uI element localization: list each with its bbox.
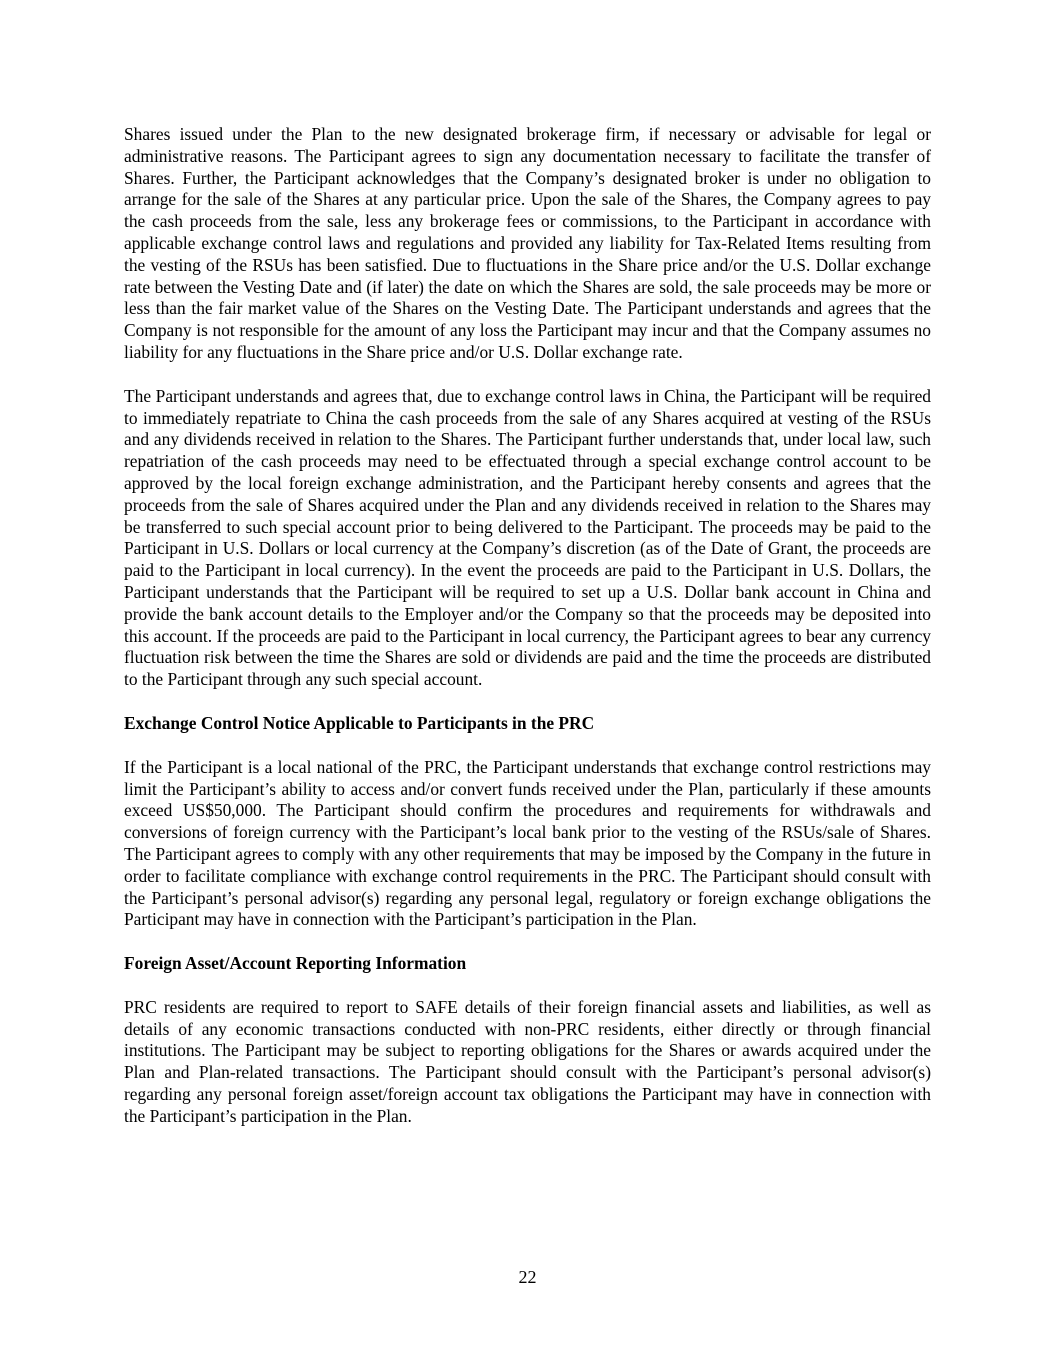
heading-foreign-asset-reporting: Foreign Asset/Account Reporting Information <box>124 953 467 974</box>
paragraph-foreign-asset-reporting: PRC residents are required to report to SAFE details of their foreign financial assets and liabilities, as well as details of any economic transactions conducted with non-PRC residents, either directly or through financial institutions. The Participant may be subject to reporting obligations for the Shares or awards acquired under the Plan and Plan-related transactions. The Participant should consult with the Participant’s personal advisor(s) regarding any personal foreign asset/foreign account tax obligations the Participant may have in connection with the Participant’s participation in the Plan. <box>124 996 931 1126</box>
paragraph-exchange-control-notice: If the Participant is a local national of the PRC, the Participant understands that exchange control restrictions may limit the Participant’s ability to access and/or convert funds received under the Plan, particularly if these amounts exceed US$50,000. The Participant should confirm the procedures and requirements for withdrawals and conversions of foreign currency with the Participant’s local bank prior to the vesting of the RSUs/sale of Shares. The Participant agrees to comply with any other requirements that may be imposed by the Company in the future in order to facilitate compliance with exchange control requirements in the PRC. The Participant should consult with the Participant’s personal advisor(s) regarding any personal legal, regulatory or foreign exchange obligations the Participant may have in connection with the Participant’s participation in the Plan. <box>124 756 931 930</box>
paragraph-repatriation: The Participant understands and agrees that, due to exchange control laws in China, the Participant will be required to immediately repatriate to China the cash proceeds from the sale of any Shares acquired at vesting of the RSUs and any dividends received in relation to the Shares. The Participant further understands that, under local law, such repatriation of the cash proceeds may need to be effectuated through a special exchange control account to be approved by the local foreign exchange administration, and the Participant hereby consents and agrees that the proceeds from the sale of Shares acquired under the Plan and any dividends received in relation to the Shares may be transferred to such special account prior to being delivered to the Participant. The proceeds may be paid to the Participant in U.S. Dollars or local currency at the Company’s discretion (as of the Date of Grant, the proceeds are paid to the Participant in local currency). In the event the proceeds are paid to the Participant in U.S. Dollars, the Participant understands that the Participant will be required to set up a U.S. Dollar bank account in China and provide the bank account details to the Employer and/or the Company so that the proceeds may be deposited into this account. If the proceeds are paid to the Participant in local currency, the Participant agrees to bear any currency fluctuation risk between the time the Shares are sold or dividends are paid and the time the proceeds are distributed to the Participant through any such special account. <box>124 385 931 690</box>
heading-exchange-control-notice: Exchange Control Notice Applicable to Participants in the PRC <box>124 712 595 733</box>
page-number: 22 <box>518 1267 537 1287</box>
page-content <box>124 124 931 1150</box>
paragraph-share-sale-proceeds: Shares issued under the Plan to the new designated brokerage firm, if necessary or advisable for legal or administrative reasons. The Participant agrees to sign any documentation necessary to facilitate the transfer of Shares. Further, the Participant acknowledges that the Company’s designated broker is under no obligation to arrange for the sale of the Shares at any particular price. Upon the sale of the Shares, the Company agrees to pay the cash proceeds from the sale, less any brokerage fees or commissions, to the Participant in accordance with applicable exchange control laws and regulations and provided any liability for Tax-Related Items resulting from the vesting of the RSUs has been satisfied. Due to fluctuations in the Share price and/or the U.S. Dollar exchange rate between the Vesting Date and (if later) the date on which the Shares are sold, the sale proceeds may be more or less than the fair market value of the Shares on the Vesting Date. The Participant understands and agrees that the Company is not responsible for the amount of any loss the Participant may incur and that the Company assumes no liability for any fluctuations in the Share price and/or U.S. Dollar exchange rate. <box>124 124 931 362</box>
